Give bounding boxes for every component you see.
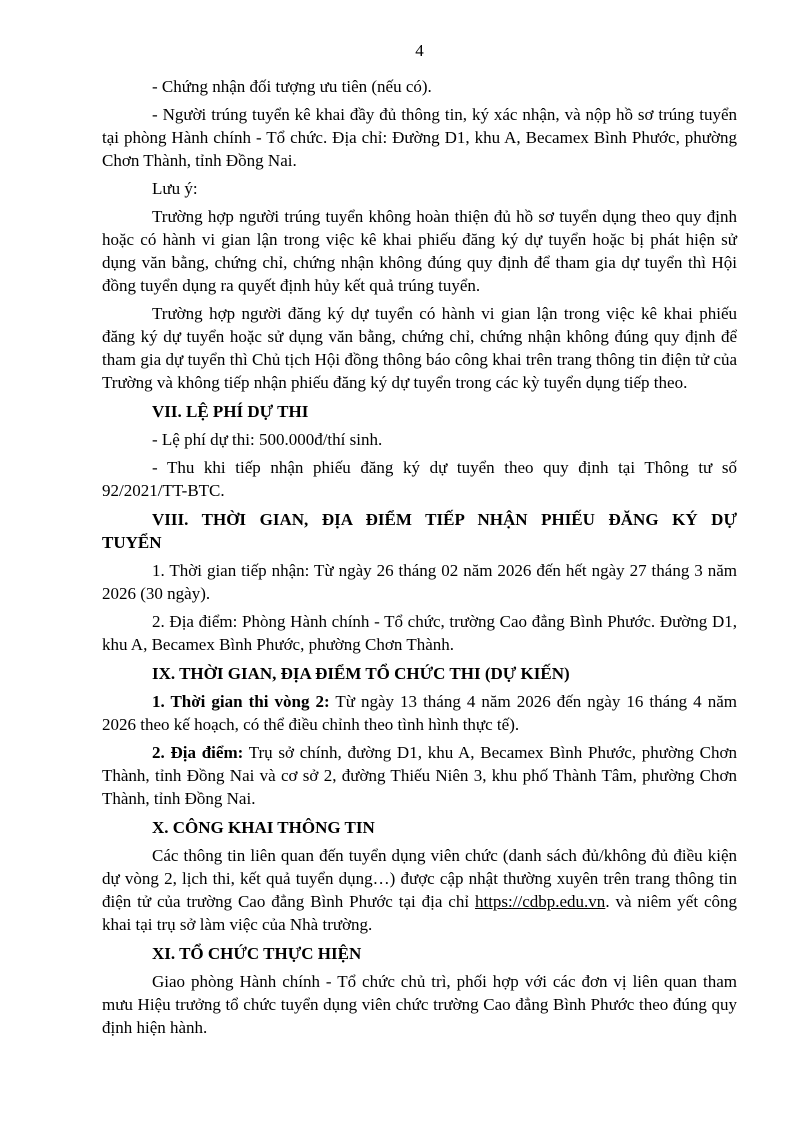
text-run: VII. LỆ PHÍ DỰ THI <box>152 402 309 421</box>
paragraph-fee-amount <box>102 428 737 451</box>
text-run: X. CÔNG KHAI THÔNG TIN <box>152 818 375 837</box>
paragraph-public-information <box>102 844 737 936</box>
text-run: - Người trúng tuyển kê khai đầy đủ thông tin, ký xác nhận, và nộp hồ sơ trúng tuyển tại phòng Hành chính - Tổ chức. Địa chỉ: Đường D1, khu A, Becamex Bình Phước, phường Chơn Thành, tỉnh Đồng Nai. <box>102 105 737 170</box>
text-run: 1. Thời gian tiếp nhận: Từ ngày 26 tháng 02 năm 2026 đến hết ngày 27 tháng 3 năm 2026 (30 ngày). <box>102 561 737 603</box>
paragraph-fee-collection <box>102 456 737 502</box>
section-heading-vii-exam-fee <box>102 400 737 423</box>
text-run: Trường hợp người đăng ký dự tuyển có hành vi gian lận trong việc kê khai phiếu đăng ký dự tuyển hoặc sử dụng văn bằng, chứng chỉ, chứng nhận không đúng quy định để tham gia dự tuyển thì Chủ tịch Hội đồng thông báo công khai trên trang thông tin điện tử của Trường và không tiếp nhận phiếu đăng ký dự tuyển trong các kỳ tuyển dụng tiếp theo. <box>102 304 737 392</box>
text-run: - Thu khi tiếp nhận phiếu đăng ký dự tuyển theo quy định tại Thông tư số 92/2021/TT-BTC. <box>102 458 737 500</box>
paragraph-winner-declaration <box>102 103 737 172</box>
text-run: TUYỂN <box>102 533 162 552</box>
text-run: 2. Địa điểm: <box>152 743 244 762</box>
page-number: 4 <box>415 41 424 60</box>
text-run: Từ ngày 13 tháng 4 năm 2026 đến ngày 16 tháng 4 năm 2026 theo kế hoạch, có thể điều chỉnh theo tình hình thực tế). <box>102 692 737 734</box>
text-run: . và niêm yết công khai tại trụ sở làm việc của Nhà trường. <box>102 892 738 934</box>
text-run: Trường hợp người trúng tuyển không hoàn thiện đủ hồ sơ tuyển dụng theo quy định hoặc có hành vi gian lận trong việc kê khai phiếu đăng ký dự tuyển hoặc bị phát hiện sử dụng văn bằng, chứng chỉ, chứng nhận không đúng quy định để tham gia dự tuyển thì Hội đồng tuyển dụng ra quyết định hủy kết quả trúng tuyển. <box>102 207 737 295</box>
paragraph-reception-time <box>102 559 737 605</box>
text-run: 1. Thời gian thi vòng 2: <box>152 692 330 711</box>
section-heading-ix-exam-time-place <box>102 662 737 685</box>
text-run: VIII. THỜI GIAN, ĐỊA ĐIỂM TIẾP NHẬN PHIẾU ĐĂNG KÝ DỰ <box>152 510 737 529</box>
section-heading-xi-implementation <box>102 942 737 965</box>
text-run: Các thông tin liên quan đến tuyển dụng viên chức (danh sách đủ/không đủ điều kiện dự vòng 2, lịch thi, kết quả tuyển dụng…) được cập nhật thường xuyên trên trang thông tin điện tử của trường Cao đẳng Bình Phước tại địa chỉ <box>102 846 737 911</box>
paragraph-implementation <box>102 970 737 1039</box>
text-run: 2. Địa điểm: Phòng Hành chính - Tổ chức, trường Cao đẳng Bình Phước. Đường D1, khu A, Becamex Bình Phước, phường Chơn Thành. <box>102 612 737 654</box>
text-run: - Chứng nhận đối tượng ưu tiên (nếu có). <box>152 77 432 96</box>
text-run: Trụ sở chính, đường D1, khu A, Becamex Bình Phước, phường Chơn Thành, tỉnh Đồng Nai và cơ sở 2, đường Thiếu Niên 3, khu phố Thành Tâm, phường Chơn Thành, tỉnh Đồng Nai. <box>102 743 737 808</box>
website-link[interactable]: https://cdbp.edu.vn <box>474 892 606 911</box>
paragraph-note-incomplete-dossier <box>102 205 737 297</box>
paragraph-reception-place <box>102 610 737 656</box>
document-body <box>102 75 737 1039</box>
paragraph-priority-certificate <box>102 75 737 98</box>
paragraph-note-label <box>102 177 737 200</box>
paragraph-note-fraud <box>102 302 737 394</box>
text-run: - Lệ phí dự thi: 500.000đ/thí sinh. <box>152 430 383 449</box>
text-run: XI. TỔ CHỨC THỰC HIỆN <box>152 944 362 963</box>
section-heading-viii-reception-time-place <box>102 508 737 554</box>
section-heading-x-public-information <box>102 816 737 839</box>
text-run: Lưu ý: <box>152 179 198 198</box>
paragraph-exam-place <box>102 741 737 810</box>
text-run: Giao phòng Hành chính - Tổ chức chủ trì, phối hợp với các đơn vị liên quan tham mưu Hiệu trưởng tổ chức tuyển dụng viên chức trường Cao đẳng Bình Phước theo đúng quy định hiện hành. <box>102 972 737 1037</box>
paragraph-round2-time <box>102 690 737 736</box>
text-run: IX. THỜI GIAN, ĐỊA ĐIỂM TỔ CHỨC THI (DỰ KIẾN) <box>152 664 570 683</box>
